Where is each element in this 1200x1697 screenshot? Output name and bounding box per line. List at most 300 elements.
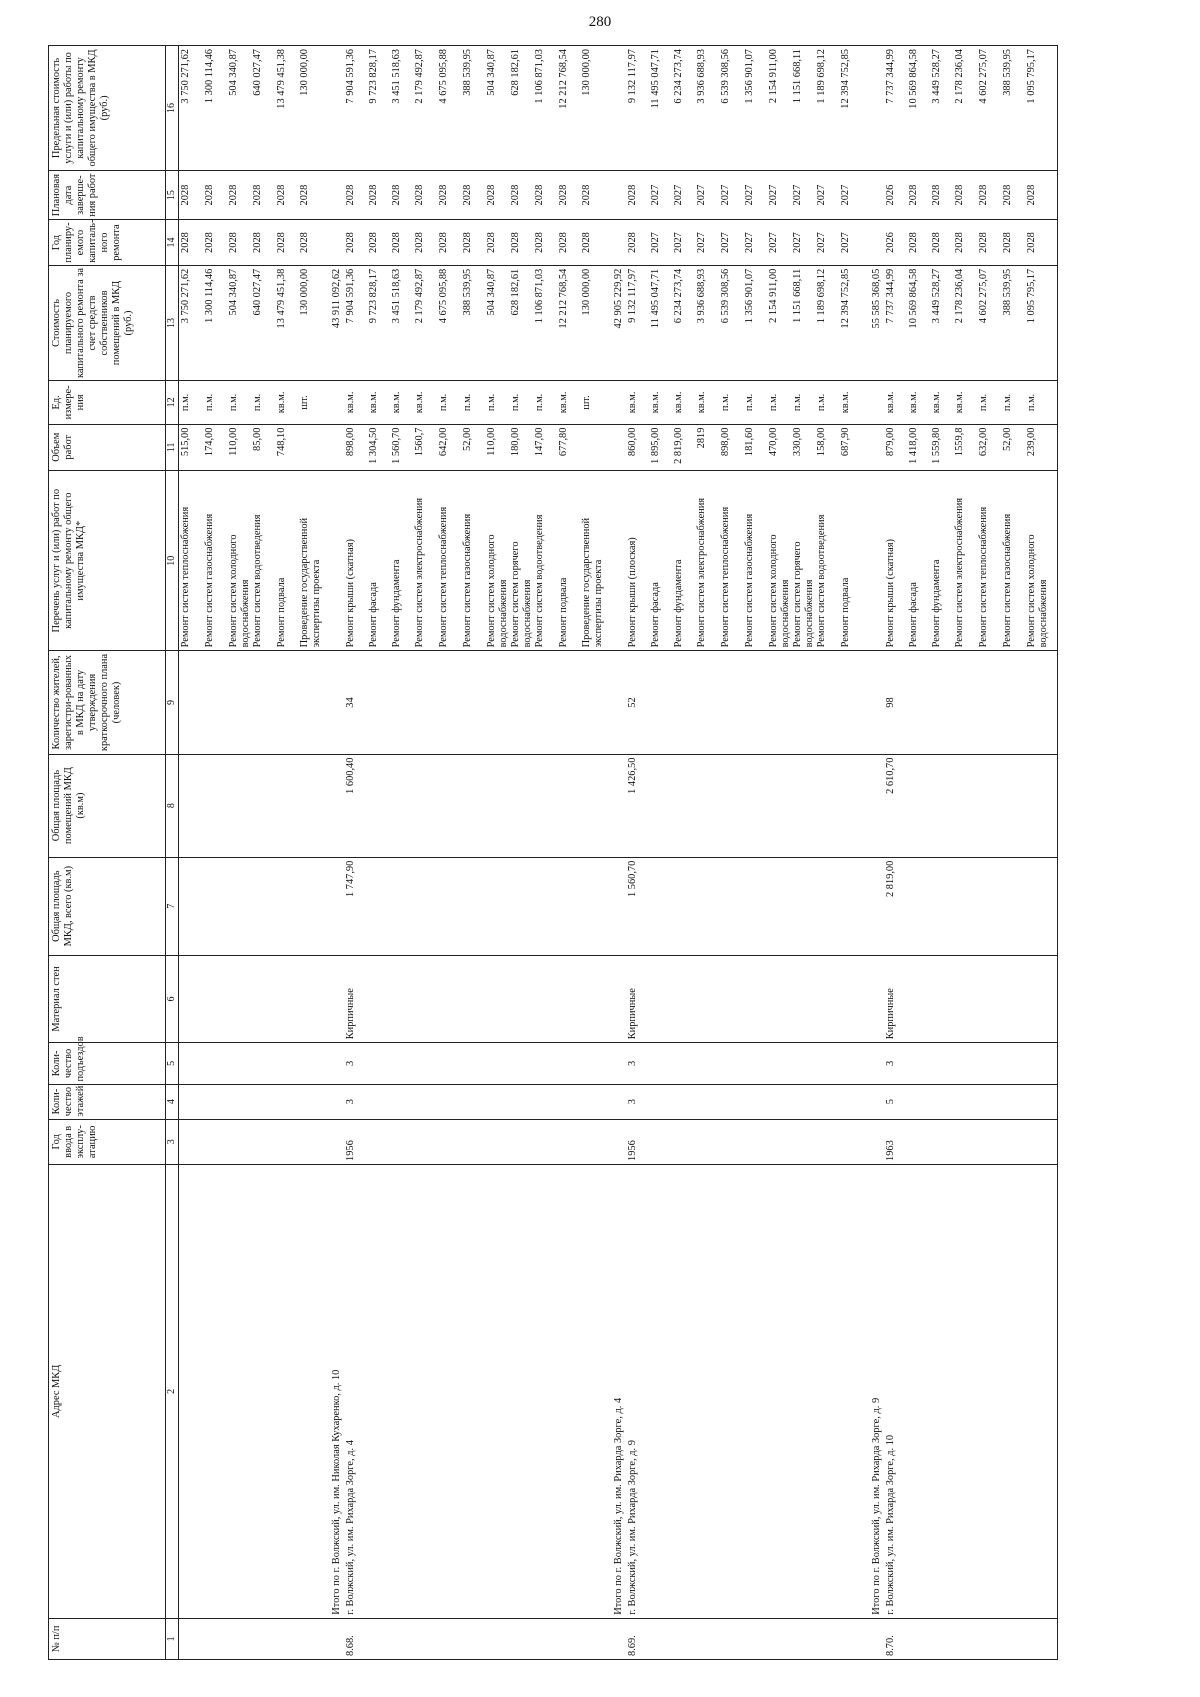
work-name-value: Ремонт систем электроснабжения — [954, 497, 966, 648]
work-unit-value: кв.м. — [368, 391, 380, 414]
work-end-date-value: 2028 — [180, 184, 191, 206]
work-cost — [884, 265, 1051, 381]
work-cost-value: 504 340,87 — [228, 268, 239, 316]
work-cost-value: 3 451 518,63 — [391, 268, 403, 324]
work-limit-cost-value: 9 132 117,97 — [627, 49, 639, 104]
work-limit-cost-value: 4 602 275,07 — [978, 49, 990, 104]
work-unit-value: шт. — [581, 395, 593, 410]
work-volume-value: 85,00 — [252, 427, 263, 451]
work-unit-value: кв.м. — [696, 391, 708, 414]
work-limit-cost — [884, 46, 1051, 171]
entrances: 3 — [626, 1043, 864, 1084]
empty-cell — [330, 424, 344, 470]
total-cost: 55 585 368,05 — [870, 265, 884, 381]
work-year-value: 2028 — [954, 232, 966, 253]
work-limit-cost-value: 3 936 688,93 — [696, 49, 708, 104]
work-end-date-value: 2028 — [438, 184, 450, 206]
work-limit-cost-value: 6 234 273,74 — [673, 49, 685, 104]
work-name-value: Ремонт фундамента — [931, 559, 943, 648]
work-end-date-value: 2028 — [908, 184, 920, 206]
empty-cell — [330, 381, 344, 424]
work-limit-cost-value: 2 154 911,00 — [768, 49, 780, 104]
work-year-value: 2028 — [252, 232, 263, 253]
column-number-row — [166, 46, 179, 1660]
work-end-date — [884, 170, 1051, 220]
work-volume-value: 1 418,00 — [908, 427, 920, 464]
work-year-value: 2028 — [581, 232, 593, 253]
spacer-cell — [1051, 170, 1058, 220]
work-unit-value: п.м. — [534, 393, 546, 412]
empty-cell — [179, 857, 325, 955]
work-end-date-value: 2028 — [252, 184, 263, 206]
work-volume — [179, 424, 325, 470]
work-unit — [884, 381, 1051, 424]
work-limit-cost-value: 1 300 114,46 — [204, 49, 215, 104]
empty-cell — [179, 1084, 325, 1119]
work-year-value: 2027 — [816, 232, 828, 253]
work-year-value: 2028 — [204, 232, 215, 253]
work-name-value: Ремонт крыши (плоская) — [627, 537, 639, 648]
work-volume-value: 515,00 — [180, 427, 191, 457]
work-cost-value: 388 539,95 — [462, 268, 474, 316]
work-cost — [626, 265, 864, 381]
work-cost-value: 2 178 236,04 — [954, 268, 966, 324]
work-cost-value: 3 449 528,27 — [931, 268, 943, 324]
work-unit-value: кв.м. — [391, 391, 403, 414]
empty-cell — [612, 1043, 626, 1084]
work-name-value: Ремонт крыши (скатная) — [345, 539, 357, 648]
work-cost-value: 7 737 344,99 — [885, 268, 897, 324]
work-name-value: Ремонт систем водоотведения — [534, 514, 546, 648]
work-volume-value: 1559,8 — [954, 427, 966, 457]
work-end-date-value: 2028 — [486, 184, 498, 206]
work-limit-cost — [344, 46, 606, 171]
work-limit-cost-value: 130 000,00 — [299, 49, 310, 96]
work-cost-value: 6 234 273,74 — [673, 268, 685, 324]
column-header-1: № п/п — [49, 1618, 166, 1659]
work-volume-value: 110,00 — [486, 427, 498, 456]
work-end-date-value: 2027 — [673, 184, 685, 206]
column-header-8: Общая площадь помещений МКД (кв.м) — [49, 754, 166, 857]
column-number-10: 10 — [166, 470, 179, 650]
work-name-value: Ремонт систем холодного водоснабжения — [768, 534, 792, 648]
column-number-12: 12 — [166, 381, 179, 424]
work-year-value: 2028 — [1026, 232, 1038, 253]
work-year-value: 2028 — [978, 232, 990, 253]
empty-cell — [870, 424, 884, 470]
entrances: 3 — [344, 1043, 606, 1084]
work-end-date-value: 2028 — [510, 184, 522, 206]
work-name-value: Ремонт систем водоотведения — [816, 514, 828, 648]
work-volume-value: 1 304,50 — [368, 427, 380, 464]
spacer-cell — [1051, 220, 1058, 265]
spacer-cell — [1051, 470, 1058, 650]
work-limit-cost-value: 12 394 752,85 — [840, 49, 852, 109]
area-rooms: 1 600,40 — [344, 754, 606, 857]
empty-cell — [330, 1043, 344, 1084]
work-unit — [344, 381, 606, 424]
work-year-value: 2028 — [1002, 232, 1014, 253]
column-number-9: 9 — [166, 651, 179, 754]
column-header-13: Стоимость планируемого капитального ремонта за счет средств собственников помещений в МКД (руб.) — [49, 265, 166, 381]
column-number-7: 7 — [166, 857, 179, 955]
wall-material: Кирпичные — [884, 955, 1051, 1043]
total-row — [612, 46, 626, 1660]
work-limit-cost-value: 4 675 095,88 — [438, 49, 450, 104]
work-volume — [344, 424, 606, 470]
work-unit-value: кв.м. — [650, 391, 662, 414]
work-name-value: Проведение государственной экспертизы проекта — [581, 517, 605, 648]
work-cost-value: 504 340,87 — [486, 268, 498, 316]
empty-cell — [330, 220, 344, 265]
work-name-value: Ремонт систем газоснабжения — [204, 513, 215, 648]
spacer-cell — [1051, 1119, 1058, 1164]
work-year-value: 2027 — [744, 232, 756, 253]
work-cost-value: 130 000,00 — [299, 268, 310, 316]
work-year-value: 2027 — [840, 232, 852, 253]
work-unit-value: п.м. — [180, 393, 191, 412]
work-volume-value: 158,00 — [816, 427, 828, 457]
column-header-4: Коли-чество этажей — [49, 1084, 166, 1119]
empty-cell — [330, 170, 344, 220]
work-end-date-value: 2028 — [978, 184, 990, 206]
work-volume-value: 2 819,00 — [673, 427, 685, 464]
work-end-date-value: 2028 — [534, 184, 546, 206]
column-number-1: 1 — [166, 1618, 179, 1659]
total-label: Итого по г. Волжский, ул. им. Рихарда Зорге, д. 9 — [870, 1164, 884, 1618]
work-year-value: 2028 — [931, 232, 943, 253]
row-number: 8.69. — [626, 1618, 864, 1659]
work-cost-value: 9 723 828,17 — [368, 268, 380, 324]
work-unit-value: кв.м. — [345, 391, 357, 414]
work-unit-value: кв.м. — [276, 391, 287, 414]
work-unit-value: кв.м. — [885, 391, 897, 414]
work-volume-value: 1 895,00 — [650, 427, 662, 464]
work-end-date — [179, 170, 325, 220]
work-volume-value: 1560,7 — [414, 427, 426, 457]
table-row — [884, 46, 1051, 1660]
spacer-cell — [1051, 1043, 1058, 1084]
rotated-sheet — [48, 45, 1178, 1660]
work-unit-value: п.м. — [768, 393, 780, 412]
empty-cell — [612, 651, 626, 754]
floors: 3 — [626, 1084, 864, 1119]
work-year-value: 2026 — [885, 232, 897, 253]
work-name-value: Ремонт фасада — [650, 582, 662, 648]
work-unit-value: п.м. — [744, 393, 756, 412]
work-end-date — [344, 170, 606, 220]
work-cost-value: 11 495 047,71 — [650, 268, 662, 329]
work-end-date-value: 2028 — [299, 184, 310, 206]
column-header-12: Ед. измере-ния — [49, 381, 166, 424]
work-volume-value: 2819 — [696, 427, 708, 449]
spacer-cell — [1051, 651, 1058, 754]
work-limit-cost-value: 640 027,47 — [252, 49, 263, 96]
column-header-5: Коли-чество подъездов — [49, 1043, 166, 1084]
work-name-value: Ремонт систем теплоснабжения — [720, 506, 732, 648]
work-cost-value: 3 750 271,62 — [180, 268, 191, 324]
work-limit-cost — [179, 46, 325, 171]
work-name-value: Ремонт систем электроснабжения — [414, 497, 426, 648]
work-limit-cost-value: 2 179 492,87 — [414, 49, 426, 104]
work-unit-value: кв.м. — [931, 391, 943, 414]
work-name-value: Ремонт систем теплоснабжения — [438, 506, 450, 648]
column-header-16: Предельная стоимость услуги и (или) работы по капитальному ремонту общего имущества в МКД (руб.) — [49, 46, 166, 171]
empty-cell — [870, 1043, 884, 1084]
year-built: 1956 — [626, 1119, 864, 1164]
work-name — [344, 470, 606, 650]
column-number-13: 13 — [166, 265, 179, 381]
work-unit-value: кв.м. — [840, 391, 852, 414]
work-end-date — [626, 170, 864, 220]
spacer-cell — [1051, 265, 1058, 381]
year-built: 1963 — [884, 1119, 1051, 1164]
work-volume-value: 147,00 — [534, 427, 546, 457]
empty-cell — [179, 1119, 325, 1164]
empty-cell — [330, 754, 344, 857]
work-name-value: Ремонт крыши (скатная) — [885, 539, 897, 648]
work-unit-value: кв.м. — [954, 391, 966, 414]
work-cost-value: 12 394 752,85 — [840, 268, 852, 329]
empty-cell — [612, 857, 626, 955]
table-row — [344, 46, 606, 1660]
work-cost-value: 12 212 768,54 — [558, 268, 570, 329]
work-cost-value: 388 539,95 — [1002, 268, 1014, 316]
empty-cell — [179, 955, 325, 1043]
column-number-16: 16 — [166, 46, 179, 171]
work-end-date-value: 2027 — [696, 184, 708, 206]
total-row — [870, 46, 884, 1660]
work-unit-value: п.м. — [462, 393, 474, 412]
year-built: 1956 — [344, 1119, 606, 1164]
empty-cell — [612, 754, 626, 857]
work-end-date-value: 2028 — [368, 184, 380, 206]
work-unit — [179, 381, 325, 424]
work-end-date-value: 2028 — [1002, 184, 1014, 206]
work-unit-value: кв.м. — [558, 391, 570, 414]
empty-cell — [870, 381, 884, 424]
row-number: 8.70. — [884, 1618, 1051, 1659]
work-year — [884, 220, 1051, 265]
column-header-6: Материал стен — [49, 955, 166, 1043]
area-rooms: 1 426,50 — [626, 754, 864, 857]
work-cost-value: 130 000,00 — [581, 268, 593, 316]
work-year-value: 2027 — [696, 232, 708, 253]
work-cost-value: 4 602 275,07 — [978, 268, 990, 324]
work-end-date-value: 2028 — [276, 184, 287, 206]
work-cost-value: 7 904 591,36 — [345, 268, 357, 324]
work-end-date-value: 2027 — [744, 184, 756, 206]
spacer-cell — [1051, 424, 1058, 470]
work-year-value: 2028 — [438, 232, 450, 253]
spacer-cell — [1051, 46, 1058, 171]
address: г. Волжский, ул. им. Рихарда Зорге, д. 10 — [884, 1164, 1051, 1618]
work-unit-value: п.м. — [438, 393, 450, 412]
empty-cell — [330, 857, 344, 955]
work-limit-cost-value: 130 000,00 — [581, 49, 593, 96]
work-cost-value: 1 189 698,12 — [816, 268, 828, 324]
column-header-7: Общая площадь МКД, всего (кв.м) — [49, 857, 166, 955]
work-year-value: 2027 — [720, 232, 732, 253]
total-cost: 42 905 229,92 — [612, 265, 626, 381]
work-name-value: Ремонт систем газоснабжения — [744, 513, 756, 648]
work-year-value: 2028 — [180, 232, 191, 253]
work-end-date-value: 2027 — [840, 184, 852, 206]
work-cost-value: 1 095 795,17 — [1026, 268, 1038, 324]
empty-cell — [612, 955, 626, 1043]
work-limit-cost-value: 6 539 308,56 — [720, 49, 732, 104]
spacer-cell — [1051, 955, 1058, 1043]
empty-cell — [870, 1119, 884, 1164]
work-year-value: 2028 — [414, 232, 426, 253]
spacer-cell — [1051, 1084, 1058, 1119]
work-volume-value: 687,90 — [840, 427, 852, 457]
empty-cell — [179, 651, 325, 754]
column-header-14: Год планиру-емого капиталь-ного ремонта — [49, 220, 166, 265]
spacer-cell — [1051, 1618, 1058, 1659]
work-limit-cost-value: 504 340,87 — [486, 49, 498, 96]
work-limit-cost-value: 7 737 344,99 — [885, 49, 897, 104]
work-name-value: Ремонт систем горячего водоснабжения — [510, 541, 534, 648]
empty-cell — [870, 955, 884, 1043]
work-end-date-value: 2028 — [345, 184, 357, 206]
empty-cell — [870, 754, 884, 857]
work-name-value: Ремонт систем газоснабжения — [1002, 513, 1014, 648]
work-volume — [884, 424, 1051, 470]
work-cost-value: 6 539 308,56 — [720, 268, 732, 324]
empty-cell — [179, 1618, 325, 1659]
floors: 3 — [344, 1084, 606, 1119]
work-name-value: Ремонт подвала — [840, 577, 852, 648]
work-volume-value: 642,00 — [438, 427, 450, 457]
work-name-value: Ремонт фундамента — [391, 559, 403, 648]
work-limit-cost-value: 504 340,87 — [228, 49, 239, 96]
work-name-value: Ремонт систем холодного водоснабжения — [486, 534, 510, 648]
work-year-value: 2028 — [368, 232, 380, 253]
empty-cell — [330, 1084, 344, 1119]
empty-cell — [612, 170, 626, 220]
work-volume — [626, 424, 864, 470]
entrances: 3 — [884, 1043, 1051, 1084]
work-year-value: 2027 — [792, 232, 804, 253]
work-limit-cost-value: 628 182,61 — [510, 49, 522, 96]
work-volume-value: 174,00 — [204, 427, 215, 457]
work-volume-value: 181,60 — [744, 427, 756, 457]
work-volume-value: 898,00 — [345, 427, 357, 457]
work-year-value: 2028 — [558, 232, 570, 253]
work-end-date-value: 2028 — [1026, 184, 1038, 206]
work-year — [344, 220, 606, 265]
total-cost: 43 911 092,62 — [330, 265, 344, 381]
work-limit-cost-value: 3 449 528,27 — [931, 49, 943, 104]
work-year-value: 2028 — [276, 232, 287, 253]
work-unit-value: п.м. — [792, 393, 804, 412]
address: г. Волжский, ул. им. Рихарда Зорге, д. 4 — [344, 1164, 606, 1618]
area-total: 1 560,70 — [626, 857, 864, 955]
column-number-15: 15 — [166, 170, 179, 220]
work-name-value: Ремонт фундамента — [673, 559, 685, 648]
work-name-value: Ремонт подвала — [276, 577, 287, 648]
work-cost-value: 1 151 668,11 — [792, 268, 804, 323]
empty-cell — [870, 651, 884, 754]
work-end-date-value: 2028 — [391, 184, 403, 206]
area-total: 2 819,00 — [884, 857, 1051, 955]
work-unit — [626, 381, 864, 424]
work-cost-value: 1 106 871,03 — [534, 268, 546, 324]
empty-cell — [612, 220, 626, 265]
work-volume-value: 330,00 — [792, 427, 804, 457]
work-limit-cost-value: 12 212 768,54 — [558, 49, 570, 109]
work-year-value: 2028 — [486, 232, 498, 253]
work-year — [626, 220, 864, 265]
work-limit-cost-value: 3 750 271,62 — [180, 49, 191, 104]
work-year-value: 2027 — [673, 232, 685, 253]
column-number-8: 8 — [166, 754, 179, 857]
page-number: 280 — [588, 14, 612, 30]
work-unit-value: п.м. — [1002, 393, 1014, 412]
work-year-value: 2028 — [345, 232, 357, 253]
work-year-value: 2028 — [627, 232, 639, 253]
work-limit-cost-value: 13 479 451,38 — [276, 49, 287, 109]
table-header-row — [49, 46, 166, 1660]
work-cost — [344, 265, 606, 381]
empty-cell — [870, 220, 884, 265]
work-name-value: Ремонт систем электроснабжения — [696, 497, 708, 648]
work-volume-value: 879,00 — [885, 427, 897, 457]
empty-cell — [612, 1119, 626, 1164]
row-number — [870, 1618, 884, 1659]
wall-material: Кирпичные — [344, 955, 606, 1043]
work-end-date-value: 2028 — [954, 184, 966, 206]
work-cost-value: 9 132 117,97 — [627, 268, 639, 323]
empty-cell — [330, 470, 344, 650]
work-unit-value: п.м. — [1026, 393, 1038, 412]
work-end-date-value: 2028 — [558, 184, 570, 206]
work-limit-cost-value: 1 356 901,07 — [744, 49, 756, 104]
column-header-9: Количество жителей, зарегистри-рованных в МКД на дату утверждения краткосрочного плана (человек) — [49, 651, 166, 754]
work-limit-cost-value: 3 451 518,63 — [391, 49, 403, 104]
work-year-value: 2028 — [908, 232, 920, 253]
work-name-value: Ремонт систем холодного водоснабжения — [228, 534, 252, 648]
total-row — [330, 46, 344, 1660]
row-number: 8.68. — [344, 1618, 606, 1659]
work-volume-value: 632,00 — [978, 427, 990, 457]
work-limit-cost-value: 2 178 236,04 — [954, 49, 966, 104]
work-volume-value: 860,00 — [627, 427, 639, 457]
residents: 98 — [884, 651, 1051, 754]
work-end-date-value: 2028 — [627, 184, 639, 206]
wall-material: Кирпичные — [626, 955, 864, 1043]
empty-cell — [612, 470, 626, 650]
work-limit-cost-value: 1 095 795,17 — [1026, 49, 1038, 104]
work-cost-value: 2 154 911,00 — [768, 268, 780, 323]
work-end-date-value: 2027 — [816, 184, 828, 206]
work-year-value: 2028 — [391, 232, 403, 253]
floors: 5 — [884, 1084, 1051, 1119]
empty-cell — [179, 1164, 325, 1618]
work-unit-value: п.м. — [510, 393, 522, 412]
address: г. Волжский, ул. им. Рихарда Зорге, д. 9 — [626, 1164, 864, 1618]
work-unit-value: кв.м. — [908, 391, 920, 414]
column-header-3: Год ввода в эксплу-атацию — [49, 1119, 166, 1164]
work-volume-value: 748,10 — [276, 427, 287, 457]
work-name-value: Ремонт систем теплоснабжения — [180, 506, 191, 648]
work-end-date-value: 2028 — [228, 184, 239, 206]
spacer-cell — [1051, 754, 1058, 857]
empty-cell — [330, 955, 344, 1043]
work-cost-value: 628 182,61 — [510, 268, 522, 316]
work-end-date-value: 2028 — [462, 184, 474, 206]
